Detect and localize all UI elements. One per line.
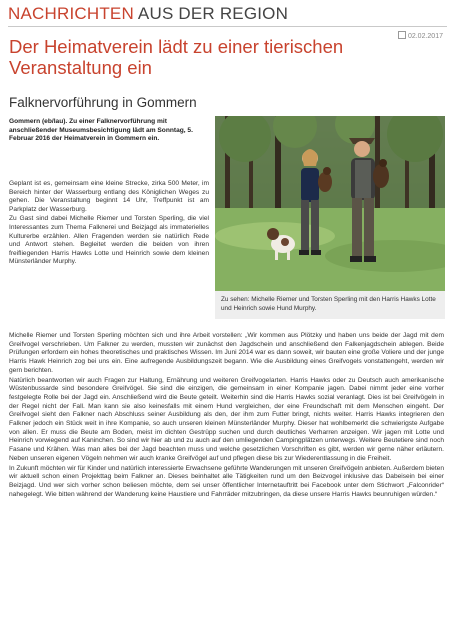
header-divider: [8, 26, 447, 27]
photo-falconers-illustration: [215, 116, 445, 291]
publish-date: [398, 31, 443, 40]
section-header: [8, 4, 288, 24]
paragraph: Zu Gast sind dabei Michelle Riemer und Torsten Sperling, die viel Interessantes zum Thema Falknerei und Beizjagd als immaterielles Kulturerbe erzählen. Allen Fragenden werden sie natürlich Rede und Antwort stehen. Begleitet werden die beiden von ihren freifliegenden Harris Hawks Lotte und Heinrich sowie dem kleinen Münsterländer Murphy.: [9, 215, 209, 266]
section-header-rest: AUS DER REGION: [133, 4, 289, 23]
paragraph: Geplant ist es, gemeinsam eine kleine Strecke, zirka 500 Meter, im Bereich hinter der Wasserburg entlang des Königlichen Weges zu gehen. Die Veranstaltung beginnt 14 Uhr, Treffpunkt ist am Parkplatz der Wasserburg.: [9, 180, 209, 213]
paragraph: Natürlich beantworten wir auch Fragen zur Haltung, Ernährung und weiteren Greifvogelarten. Harris Hawks oder zu Deutsch auch amerikanische Wüstenbussarde sind besondere Greifvögel. Sie sind die einzigen, die gemeinsam in einer Kompanie jagen. Dabei nimmt jeder eine vorher festgelegte Rolle bei der Jagd ein. Anschließend wird die Beute geteilt. Weiterhin sind die Harris Hawks sozial veranlagt. Dies ist bei Greifvögeln in der Regel nicht der Fall. Man kann sie also keinesfalls mit einem Hund vergleichen, der eine Freundschaft mit dem Menschen eingeht. Der Greifvogel sieht den Falkner nach Abschluss seiner Ausbildung als den, der ihm zum Futter bringt, nichts weiter. Harris Hawks integrieren den Falkner jedoch ein Stück weit in ihre Kompanie, so auch unseren kleinen Münsterländer Murphy. Dieser hat wohlbemerkt die schwierigste Aufgabe von allen. Er muss die Beute am Boden, meist im dichten Gestrüpp suchen und durch deutliches Verharren anzeigen. Wir jagen mit Lotte und Heinrich vorwiegend auf Kaninchen. So sind wir hier ab und zu auch auf den umliegenden Campingplätzen unterwegs. Weitere Beutetiere sind noch Fasane und Krähen. Was man alles bei der Jagd beachten muss und welche gesetzlichen Vorschriften es gibt, werden wir gerne näher erläutern. Neben unseren eigenen Vögeln nehmen wir auch kranke Greifvögel auf und pflegen diese bis zur Wiederentlassung in die Freiheit.: [9, 376, 444, 462]
article-headline: Der Heimatverein lädt zu einer tierischen Veranstaltung ein: [9, 36, 344, 78]
article-photo: [215, 116, 445, 291]
article-body-text: [9, 332, 444, 500]
photo-caption: Zu sehen: Michelle Riemer und Torsten Sperling mit den Harris Hawks Lotte und Heinrich sowie Hund Murphy.: [215, 291, 445, 319]
paragraph: In Zukunft möchten wir für Kinder und natürlich interessierte Erwachsene geführte Wanderungen mit unseren Greifvögeln anbieten. Außerdem bieten wir aktuell schon einen Projekttag beim Falkner an. Dieses beinhaltet alle Tätigkeiten rund um den Beizvogel inklusive das Dabeisein bei einer Beizjagd. Und wer sich vorher schon beliesen möchte, dem sei unser öffentlicher Internetauftritt bei Facebook unter dem Stichwort „Falconrider“ nahegelegt. Wie bitten während der Wanderung keine Haustiere und Fahrräder mitzubringen, da diese unsere Harris Hawks beunruhigen würden.“: [9, 464, 444, 498]
section-header-highlight: NACHRICHTEN: [8, 4, 134, 23]
article-subheadline: Falknervorführung in Gommern: [9, 95, 197, 110]
edit-icon: [398, 31, 406, 39]
paragraph: Michelle Riemer und Torsten Sperling möchten sich und ihre Arbeit vorstellen: „Wir kommen aus Plötzky und haben uns beide der Jagd mit dem Greifvogel verschrieben. Um Falkner zu werden, mussten wir zunächst den Jagdschein und anschließend den Falkenjagdschein ablegen. Beide Prüfungen erfordern ein hohes theoretisches und praktisches Wissen. Im Juni 2014 war es dann soweit, wir bauten eine große Voliere und der junge Harris Hawk Heinrich zog bei uns ein. Eine aufregende Ausbildungszeit begann. Wie die Ausbildung eines Greifvogels vonstattengeht, werden wir gern berichten.: [9, 332, 444, 374]
publish-date-text: 02.02.2017: [407, 33, 443, 40]
article-column-text: [9, 180, 209, 268]
article-lead: Gommern (eb/lau). Zu einer Falknervorführung mit anschließender Museumsbesichtigung lädt am Sonntag, 5. Februar 2016 der Heimatverein in Gommern ein.: [9, 118, 193, 142]
